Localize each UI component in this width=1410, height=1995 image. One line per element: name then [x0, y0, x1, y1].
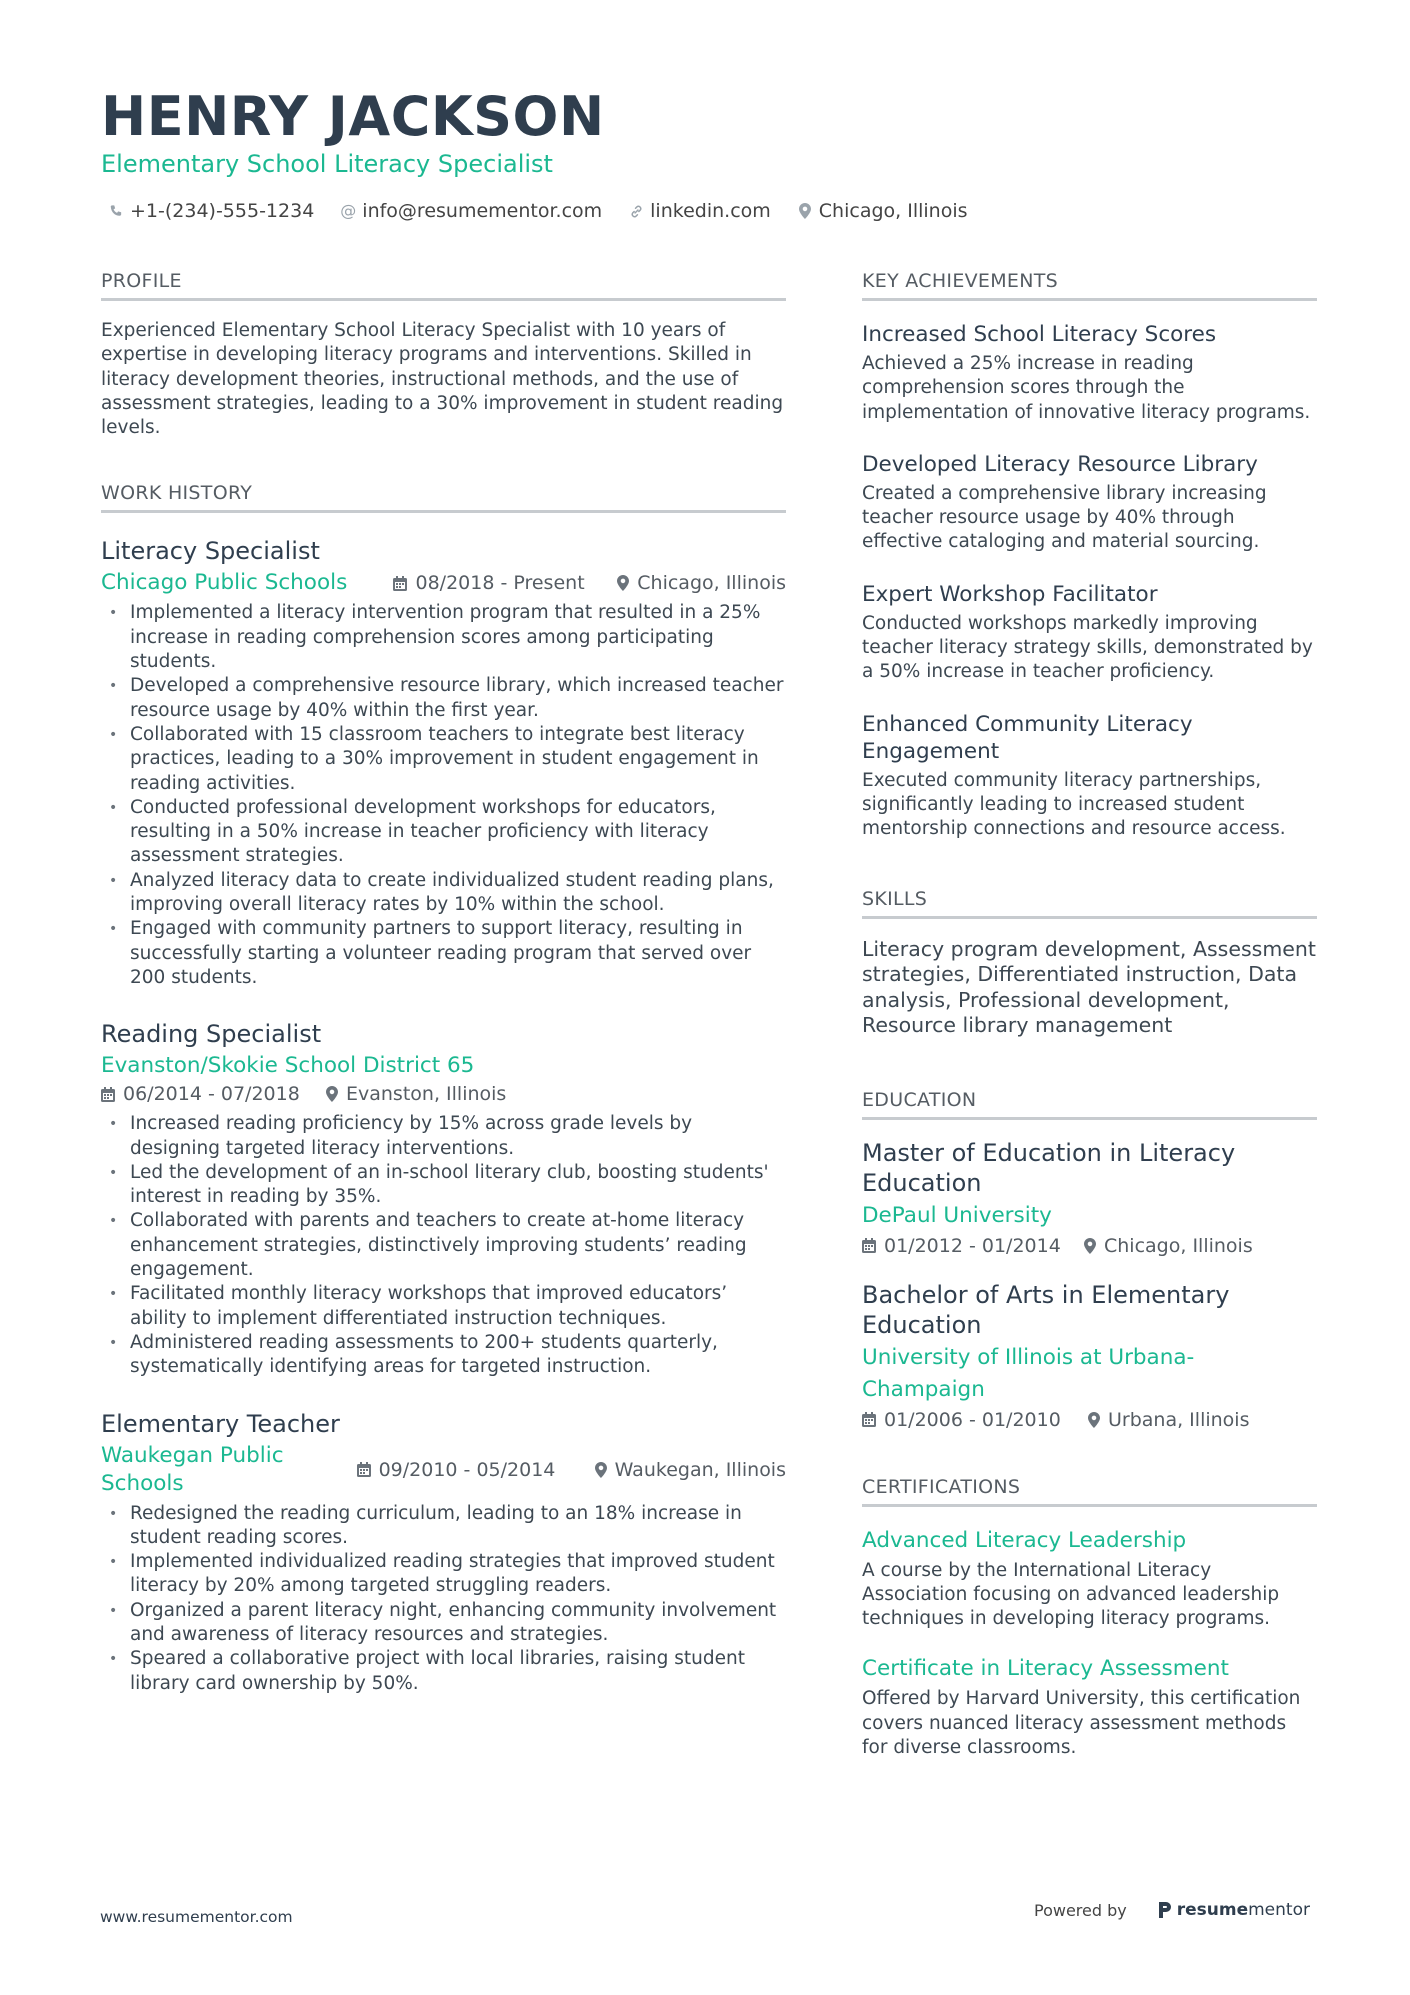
- certification-desc: A course by the International Literacy Association focusing on advanced leadership techniques in developing literacy programs.: [862, 1559, 1280, 1630]
- company-name: Waukegan Public Schools: [101, 1442, 284, 1496]
- brand-bold: resume: [1176, 1900, 1249, 1920]
- email-text: info@resumementor.com: [362, 200, 603, 222]
- achievement-desc: Conducted workshops markedly improving teacher literacy strategy skills, demonstrated by a 50% increase in teacher proficiency.: [862, 612, 1313, 683]
- certification-desc: Offered by Harvard University, this certification covers nuanced literacy assessment methods for diverse classrooms.: [862, 1688, 1301, 1759]
- bullet-item: • Collaborated with 15 classroom teachers to integrate best literacy practices, leading to a 30% improvement in student engagement in reading activities.: [101, 723, 786, 796]
- edu-location: [1088, 1406, 1249, 1434]
- job-title: Reading Specialist: [101, 1020, 322, 1049]
- bullet-item: • Speared a collaborative project with local libraries, raising student library card ownership by 50%.: [101, 1647, 786, 1696]
- bullet-item: • Analyzed literacy data to create individualized student reading plans, improving overall literacy rates by 10% within the school.: [101, 869, 786, 918]
- key-achievements-heading: KEY ACHIEVEMENTS: [862, 268, 1317, 301]
- school-name: DePaul University: [862, 1202, 1052, 1228]
- job-bullets: [101, 1112, 786, 1379]
- bullet-item: • Redesigned the reading curriculum, leading to an 18% increase in student reading scores.: [101, 1502, 786, 1551]
- job-dates-text: 08/2018 - Present: [415, 572, 585, 595]
- school-name: University of Illinois at Urbana-Champaign: [862, 1344, 1195, 1402]
- profile-text: Experienced Elementary School Literacy Specialist with 10 years of expertise in developing literacy programs and interventions. Skilled in literacy development theories, instructional methods, and the use of assessment strategies, leading to a 30% improvement in student reading levels.: [101, 320, 784, 439]
- achievement-desc: Created a comprehensive library increasing teacher resource usage by 40% through effective cataloging and material sourcing.: [862, 482, 1267, 553]
- contact-linkedin[interactable]: [628, 198, 771, 224]
- achievement-title: Expert Workshop Facilitator: [862, 581, 1158, 607]
- bullet-item: • Organized a parent literacy night, enhancing community involvement and awareness of literacy resources and strategies.: [101, 1599, 786, 1648]
- achievement-desc: Executed community literacy partnerships, significantly leading to increased student mentorship connections and resource access.: [862, 769, 1286, 840]
- job-location-text: Evanston, Illinois: [346, 1083, 507, 1106]
- bullet-item: • Developed a comprehensive resource library, which increased teacher resource usage by 40% within the first year.: [101, 674, 786, 723]
- edu-dates-text: 01/2006 - 01/2010: [884, 1408, 1061, 1431]
- achievement-title: Enhanced Community Literacy Engagement: [862, 711, 1193, 764]
- map-pin-icon: [797, 203, 813, 219]
- location-text: Chicago, Illinois: [818, 200, 968, 222]
- job-dates-text: 09/2010 - 05/2014: [378, 1458, 556, 1481]
- powered-by-label: Powered by: [1034, 1900, 1127, 1920]
- map-pin-icon: [1088, 1412, 1100, 1428]
- calendar-icon: [393, 576, 407, 591]
- job-location: [617, 569, 786, 597]
- bullet-item: • Administered reading assessments to 200+ students quarterly, systematically identifying areas for targeted instruction.: [101, 1331, 786, 1380]
- bullet-item: • Led the development of an in-school literary club, boosting students' interest in reading by 35%.: [101, 1161, 786, 1210]
- job-entry: [101, 535, 786, 990]
- contact-location: [797, 198, 968, 224]
- bullet-item: • Implemented a literacy intervention program that resulted in a 25% increase in reading comprehension scores among participating students.: [101, 601, 786, 674]
- degree-title: Master of Education in Literacy Education: [862, 1138, 1236, 1197]
- job-bullets: [101, 1502, 786, 1696]
- certifications-heading: CERTIFICATIONS: [862, 1474, 1317, 1507]
- bullet-item: • Increased reading proficiency by 15% across grade levels by designing targeted literacy interventions.: [101, 1112, 786, 1161]
- calendar-icon: [101, 1087, 115, 1102]
- map-pin-icon: [1084, 1238, 1096, 1254]
- profile-heading: PROFILE: [101, 268, 786, 301]
- linkedin-text: linkedin.com: [650, 200, 771, 222]
- job-dates: [357, 1456, 595, 1484]
- education-heading: EDUCATION: [862, 1087, 1317, 1120]
- bullet-item: • Implemented individualized reading strategies that improved student literacy by 20% among targeted struggling readers.: [101, 1550, 786, 1599]
- resumementor-logo-icon: [1157, 1900, 1173, 1920]
- map-pin-icon: [595, 1462, 607, 1478]
- certification-item: [862, 1527, 1317, 1632]
- left-column: [101, 268, 786, 1696]
- brand-logo[interactable]: [1157, 1900, 1310, 1920]
- calendar-icon: [862, 1412, 876, 1427]
- bullet-item: • Facilitated monthly literacy workshops that improved educators’ ability to implement differentiated instruction techniques.: [101, 1282, 786, 1331]
- certification-title: Advanced Literacy Leadership: [862, 1527, 1187, 1553]
- achievement-item: [862, 451, 1317, 555]
- achievement-item: [862, 711, 1317, 842]
- job-entry: [101, 1408, 786, 1696]
- company-name: Evanston/Skokie School District 65: [101, 1053, 475, 1079]
- job-dates: [393, 569, 617, 597]
- contact-email[interactable]: [340, 198, 602, 224]
- edu-dates: [862, 1406, 1088, 1434]
- brand-rest: mentor: [1248, 1900, 1310, 1920]
- certification-item: [862, 1655, 1317, 1760]
- phone-text: +1-(234)-555-1234: [130, 200, 315, 222]
- candidate-title: Elementary School Literacy Specialist: [101, 150, 553, 178]
- right-column: [862, 268, 1317, 1760]
- calendar-icon: [357, 1462, 371, 1477]
- job-bullets: [101, 601, 786, 990]
- degree-title: Bachelor of Arts in Elementary Education: [862, 1280, 1230, 1339]
- at-icon: @: [340, 201, 357, 220]
- skills-heading: SKILLS: [862, 886, 1317, 919]
- company-name: Chicago Public Schools: [101, 570, 348, 596]
- achievement-title: Developed Literacy Resource Library: [862, 451, 1258, 477]
- job-dates: [101, 1080, 326, 1108]
- map-pin-icon: [617, 575, 629, 591]
- job-location-text: Waukegan, Illinois: [614, 1458, 786, 1481]
- bullet-item: • Engaged with community partners to support literacy, resulting in successfully starting a volunteer reading program that served over 200 students.: [101, 917, 786, 990]
- calendar-icon: [862, 1238, 876, 1253]
- education-item: [862, 1138, 1317, 1260]
- certification-title: Certificate in Literacy Assessment: [862, 1656, 1229, 1682]
- job-title: Elementary Teacher: [101, 1409, 340, 1438]
- job-location: [595, 1456, 786, 1484]
- bullet-item: • Collaborated with parents and teachers to create at-home literacy enhancement strategies, distinctively improving students’ reading engagement.: [101, 1209, 786, 1282]
- contact-bar: [108, 198, 994, 224]
- phone-icon: [108, 203, 124, 219]
- work-history-heading: WORK HISTORY: [101, 480, 786, 513]
- edu-location-text: Urbana, Illinois: [1108, 1408, 1250, 1431]
- link-icon: [628, 203, 644, 219]
- edu-location-text: Chicago, Illinois: [1104, 1234, 1253, 1257]
- job-title: Literacy Specialist: [101, 537, 320, 566]
- candidate-name: HENRY JACKSON: [101, 85, 605, 148]
- achievement-item: [862, 581, 1317, 685]
- edu-location: [1084, 1232, 1253, 1260]
- footer-powered-by: [1034, 1900, 1310, 1920]
- job-entry: [101, 1018, 786, 1379]
- map-pin-icon: [326, 1086, 338, 1102]
- job-dates-text: 06/2014 - 07/2018: [123, 1083, 300, 1106]
- job-location-text: Chicago, Illinois: [637, 572, 786, 595]
- edu-dates: [862, 1232, 1084, 1260]
- achievement-desc: Achieved a 25% increase in reading comprehension scores through the implementation of innovative literacy programs.: [862, 353, 1311, 423]
- bullet-item: • Conducted professional development workshops for educators, resulting in a 50% increase in teacher proficiency with literacy assessment strategies.: [101, 796, 786, 869]
- achievement-item: [862, 321, 1317, 425]
- skills-text: Literacy program development, Assessment strategies, Differentiated instruction, Data analysis, Professional development, Resource library management: [862, 936, 1316, 1038]
- footer-website[interactable]: www.resumementor.com: [100, 1908, 293, 1926]
- contact-phone[interactable]: [108, 198, 314, 224]
- education-item: [862, 1280, 1317, 1434]
- edu-dates-text: 01/2012 - 01/2014: [884, 1234, 1061, 1257]
- job-location: [326, 1080, 506, 1108]
- achievement-title: Increased School Literacy Scores: [862, 322, 1217, 347]
